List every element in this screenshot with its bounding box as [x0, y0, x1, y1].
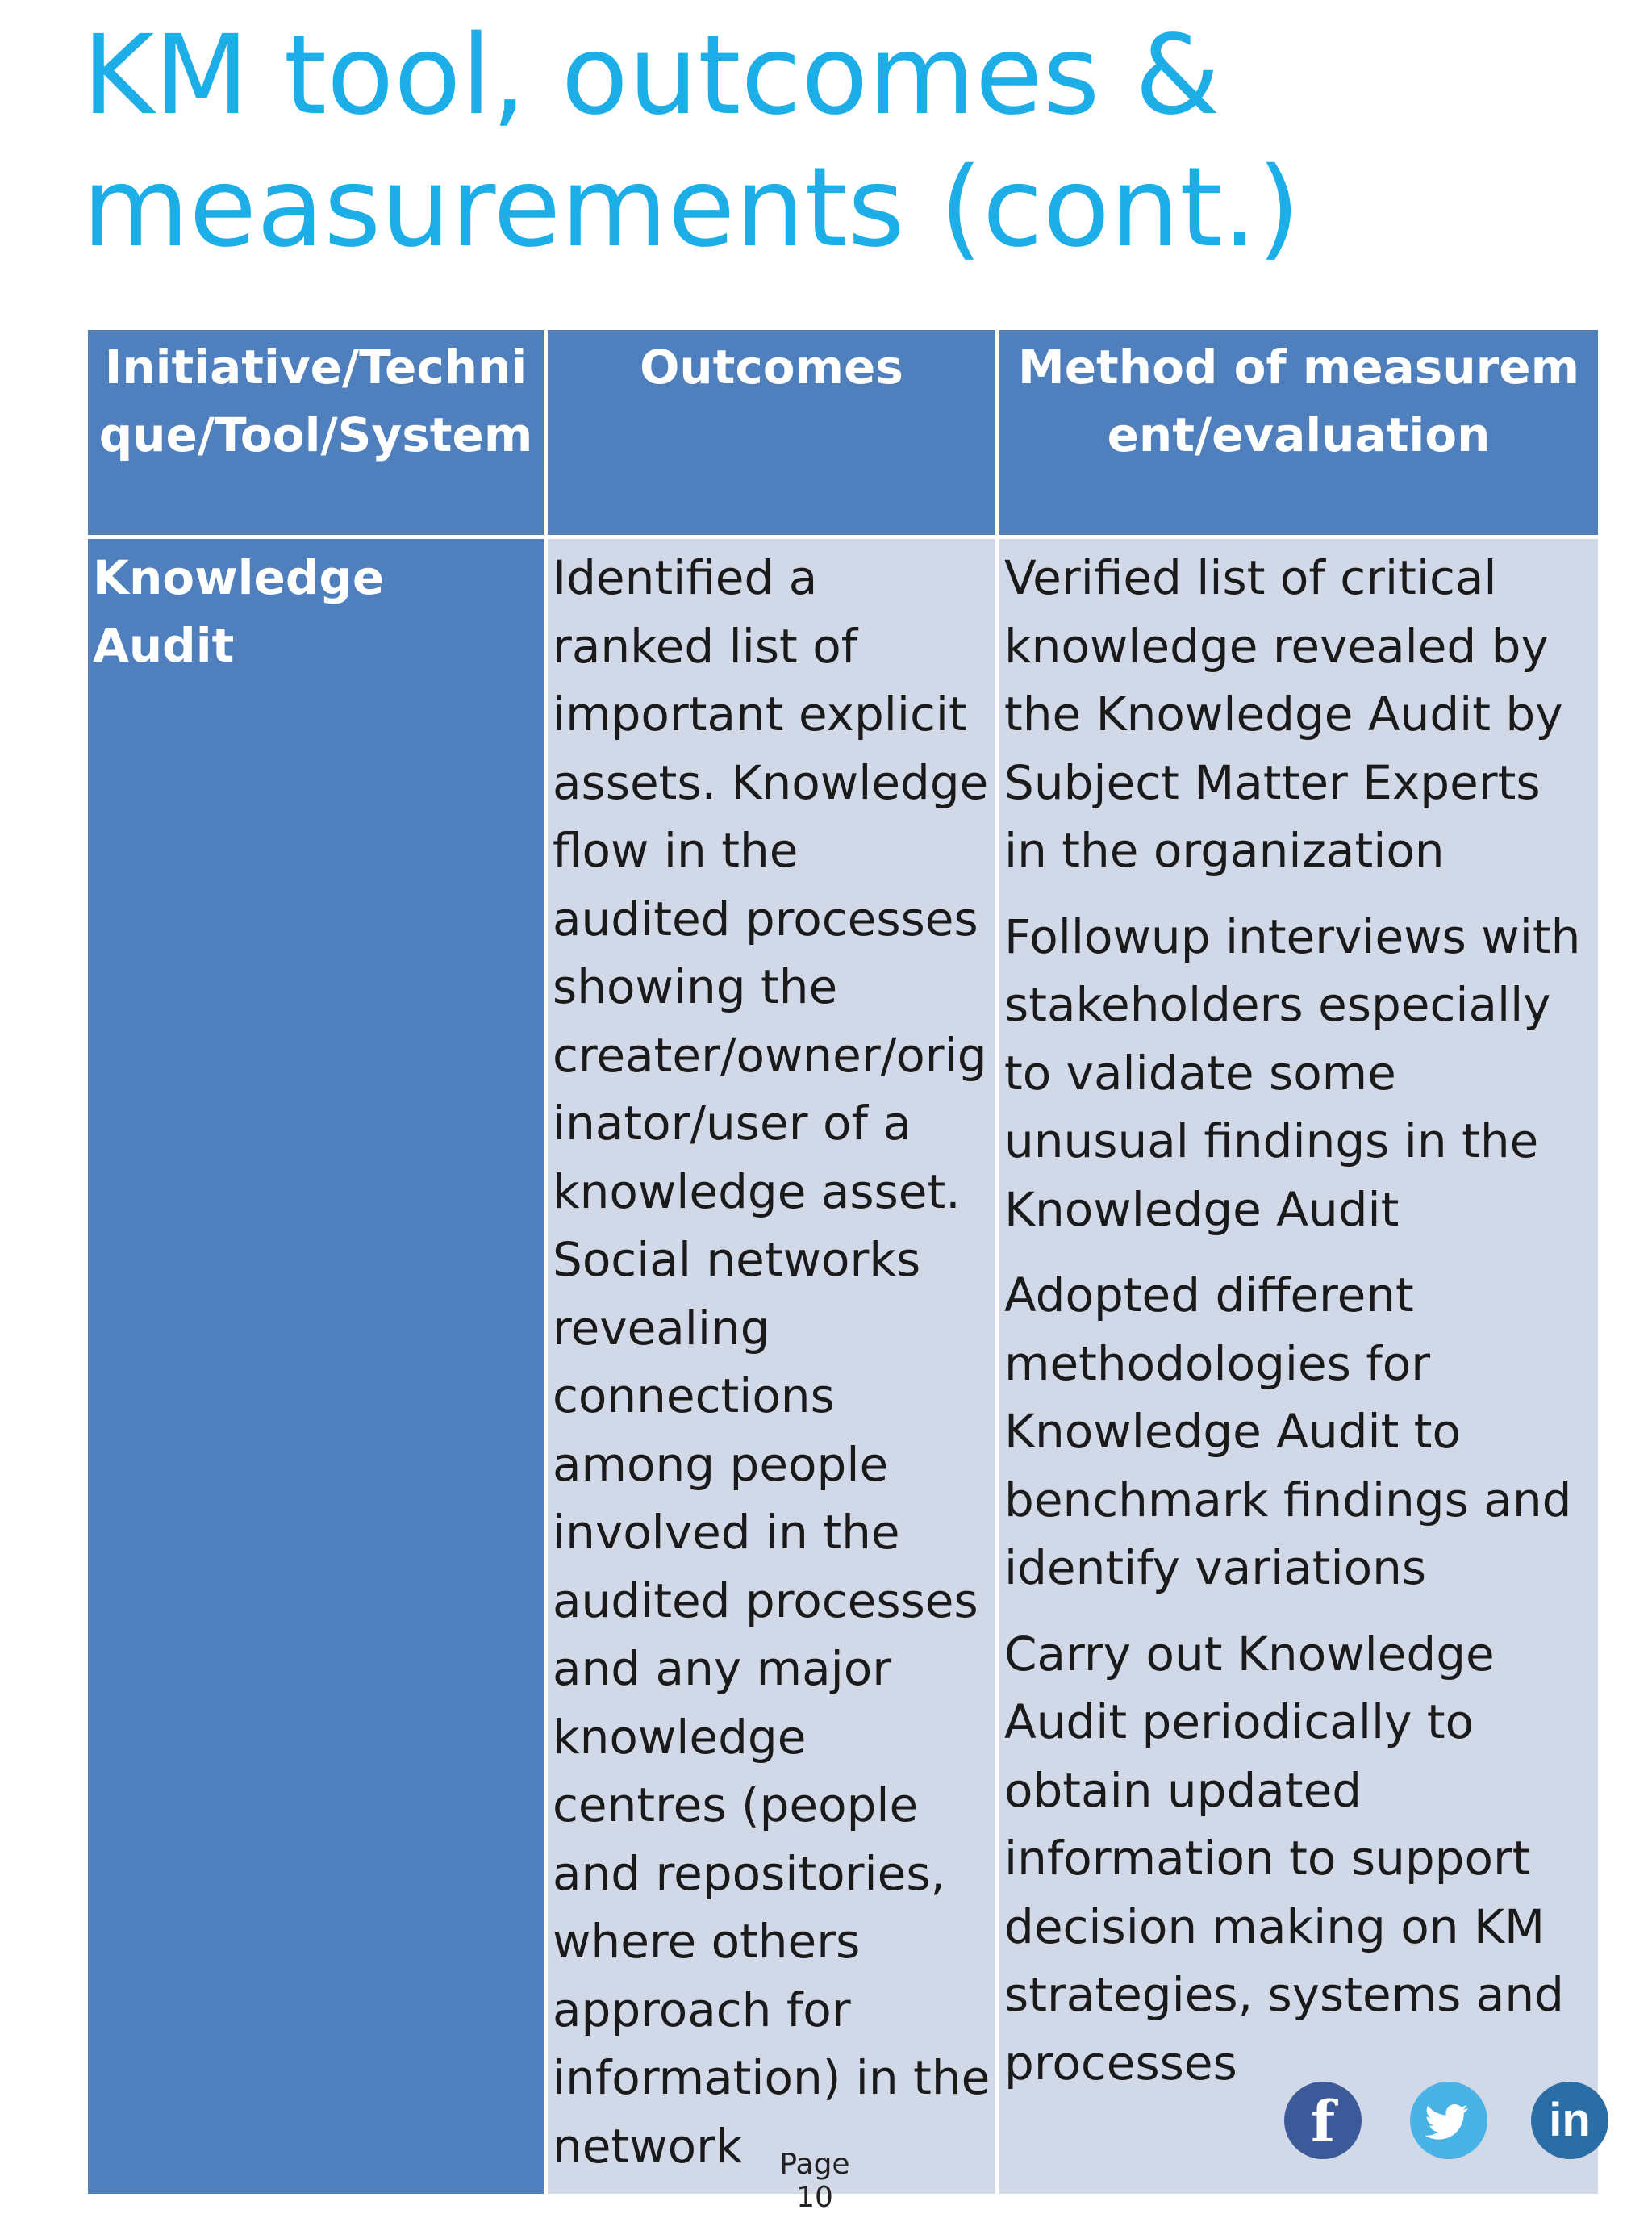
cell-outcomes: Identified a ranked list of important explicit assets. Knowledge flow in the audited processes showing the creater/owner/originator/user of a knowledge asset. Social networks revealing connections among people involved in the audited processes and any major knowledge centres (people and repositories, where others approach for information) in the network: [548, 539, 995, 2194]
header-outcomes: Outcomes: [548, 330, 995, 535]
page-number: Page 10: [779, 2148, 850, 2214]
page-title-line-2: measurements (cont.): [82, 144, 1300, 272]
method-item: Carry out Knowledge Audit periodically to obtain updated information to support decision making on KM strategies, systems and processes: [1004, 1626, 1564, 2091]
cell-initiative: Knowledge Audit: [88, 539, 544, 2194]
method-item: Verified list of critical knowledge revealed by the Knowledge Audit by Subject Matter Experts in the organization: [1004, 550, 1563, 878]
twitter-bird-icon: [1410, 2082, 1487, 2159]
table-header-row: [88, 330, 1598, 535]
method-item: Followup interviews with stakeholders especially to validate some unusual findings in the Knowledge Audit: [1004, 909, 1581, 1237]
km-table: [84, 326, 1602, 2198]
method-item: Adopted different methodologies for Knowledge Audit to benchmark findings and identify variations: [1004, 1268, 1572, 1595]
linkedin-icon[interactable]: in: [1531, 2082, 1608, 2159]
header-method: Method of measurement/evaluation: [999, 330, 1598, 535]
cell-methods: [999, 539, 1598, 2194]
table-row: [88, 539, 1598, 2194]
twitter-icon[interactable]: [1410, 2082, 1487, 2159]
facebook-icon[interactable]: f: [1284, 2082, 1362, 2159]
page-title: [82, 10, 1534, 274]
header-initiative: Initiative/Technique/Tool/System: [88, 330, 544, 535]
page-title-line-1: KM tool, outcomes &: [82, 12, 1220, 140]
